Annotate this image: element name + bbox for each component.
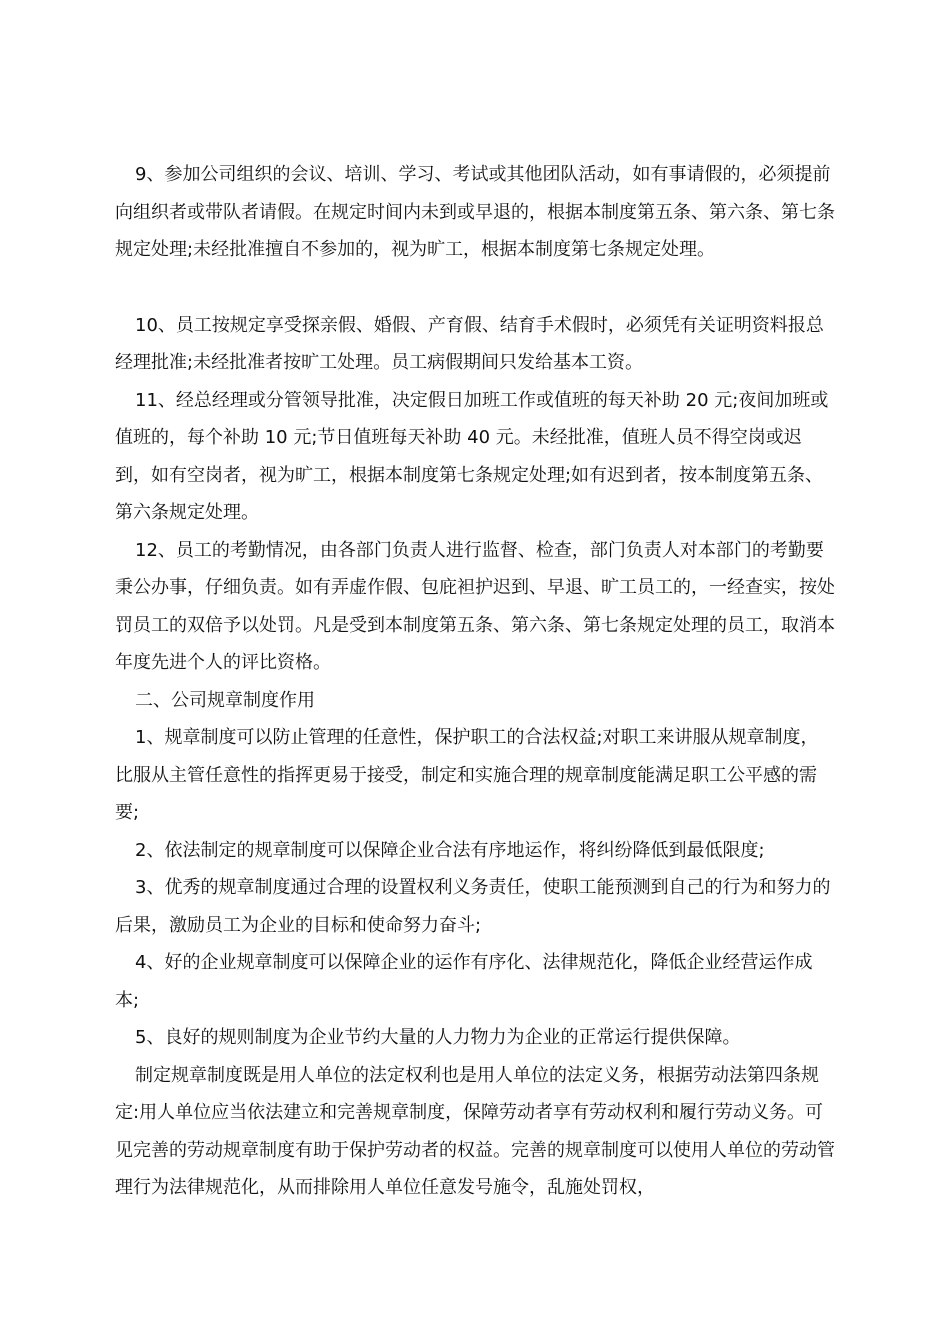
section-item-1: 1、规章制度可以防止管理的任意性，保护职工的合法权益;对职工来讲服从规章制度，比服从主管任意性的指挥更易于接受，制定和实施合理的规章制度能满足职工公平感的需要; <box>115 727 819 823</box>
paragraph-item-12: 12、员工的考勤情况，由各部门负责人进行监督、检查，部门负责人对本部门的考勤要秉公办事，仔细负责。如有弄虚作假、包庇袒护迟到、早退、旷工员工的，一经查实，按处罚员工的双倍予以处罚。凡是受到本制度第五条、第六条、第七条规定处理的员工，取消本年度先进个人的评比资格。 <box>115 539 835 673</box>
section-item-2: 2、依法制定的规章制度可以保障企业合法有序地运作，将纠纷降低到最低限度; <box>135 839 765 861</box>
document-body <box>115 156 835 1207</box>
paragraph-item-11: 11、经总经理或分管领导批准，决定假日加班工作或值班的每天补助 20 元;夜间加班或值班的，每个补助 10 元;节日值班每天补助 40 元。未经批准，值班人员不得空岗或迟到，如有空岗者，视为旷工，根据本制度第七条规定处理;如有迟到者，按本制度第五条、第六条规定处理。 <box>115 389 829 523</box>
paragraph-item-10: 10、员工按规定享受探亲假、婚假、产育假、结育手术假时，必须凭有关证明资料报总经理批准;未经批准者按旷工处理。员工病假期间只发给基本工资。 <box>115 314 824 373</box>
section-heading: 二、公司规章制度作用 <box>135 689 315 711</box>
section-item-5: 5、良好的规则制度为企业节约大量的人力物力为企业的正常运行提供保障。 <box>135 1027 741 1048</box>
section-item-4: 4、好的企业规章制度可以保障企业的运作有序化、法律规范化，降低企业经营运作成本; <box>115 952 813 1011</box>
section-item-3: 3、优秀的规章制度通过合理的设置权利义务责任，使职工能预测到自己的行为和努力的后果，激励员工为企业的目标和使命努力奋斗; <box>115 877 831 936</box>
closing-paragraph: 制定规章制度既是用人单位的法定权利也是用人单位的法定义务，根据劳动法第四条规定:用人单位应当依法建立和完善规章制度，保障劳动者享有劳动权利和履行劳动义务。可见完善的劳动规章制度有助于保护劳动者的权益。完善的规章制度可以使用人单位的劳动管理行为法律规范化，从而排除用人单位任意发号施令，乱施处罚权， <box>115 1064 835 1198</box>
paragraph-item-9: 9、参加公司组织的会议、培训、学习、考试或其他团队活动，如有事请假的，必须提前向组织者或带队者请假。在规定时间内未到或早退的，根据本制度第五条、第六条、第七条规定处理;未经批准擅自不参加的，视为旷工，根据本制度第七条规定处理。 <box>115 164 835 260</box>
